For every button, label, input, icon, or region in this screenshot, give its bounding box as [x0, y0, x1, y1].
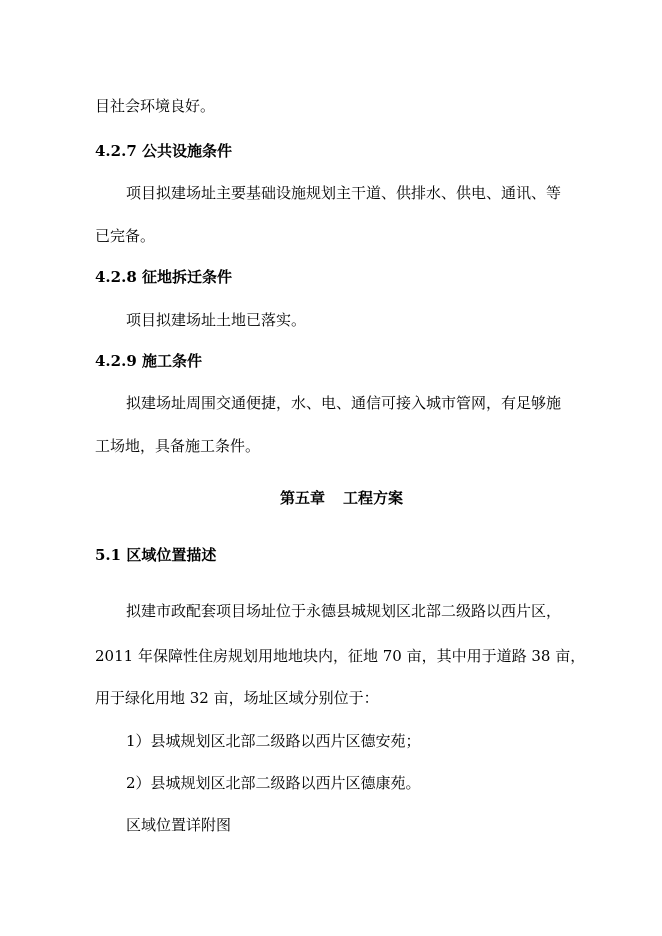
paragraph-4-2-9-line2: 工场地，具备施工条件。 — [95, 437, 261, 455]
paragraph-4-2-7-line1: 项目拟建场址主要基础设施规划主干道、供排水、供电、通讯、等 — [126, 184, 562, 202]
paragraph-4-2-9-line1: 拟建场址周围交通便捷，水、电、通信可接入城市管网，有足够施 — [126, 394, 562, 412]
paragraph-5-1-line2: 2011 年保障性住房规划用地地块内，征地 70 亩，其中用于道路 38 亩， — [95, 647, 586, 665]
chapter-title — [280, 488, 403, 508]
paragraph-5-1-line1: 拟建市政配套项目场址位于永德县城规划区北部二级路以西片区， — [126, 602, 562, 620]
paragraph-4-2-7-line2: 已完备。 — [95, 227, 156, 245]
chapter-number: 第五章 — [280, 489, 326, 507]
list-item-1: 1）县城规划区北部二级路以西片区德安苑； — [126, 732, 421, 750]
heading-4-2-8: 4.2.8 征地拆迁条件 — [95, 268, 232, 286]
paragraph-4-2-8: 项目拟建场址土地已落实。 — [126, 311, 307, 329]
heading-5-1: 5.1 区域位置描述 — [95, 546, 217, 564]
chapter-name: 工程方案 — [343, 489, 404, 507]
paragraph-tail: 目社会环境良好。 — [95, 97, 216, 115]
figure-reference: 区域位置详附图 — [126, 816, 232, 834]
list-item-2: 2）县城规划区北部二级路以西片区德康苑。 — [126, 774, 421, 792]
heading-4-2-7: 4.2.7 公共设施条件 — [95, 142, 232, 160]
heading-4-2-9: 4.2.9 施工条件 — [95, 352, 202, 370]
paragraph-5-1-line3: 用于绿化用地 32 亩，场址区域分别位于： — [95, 689, 379, 707]
